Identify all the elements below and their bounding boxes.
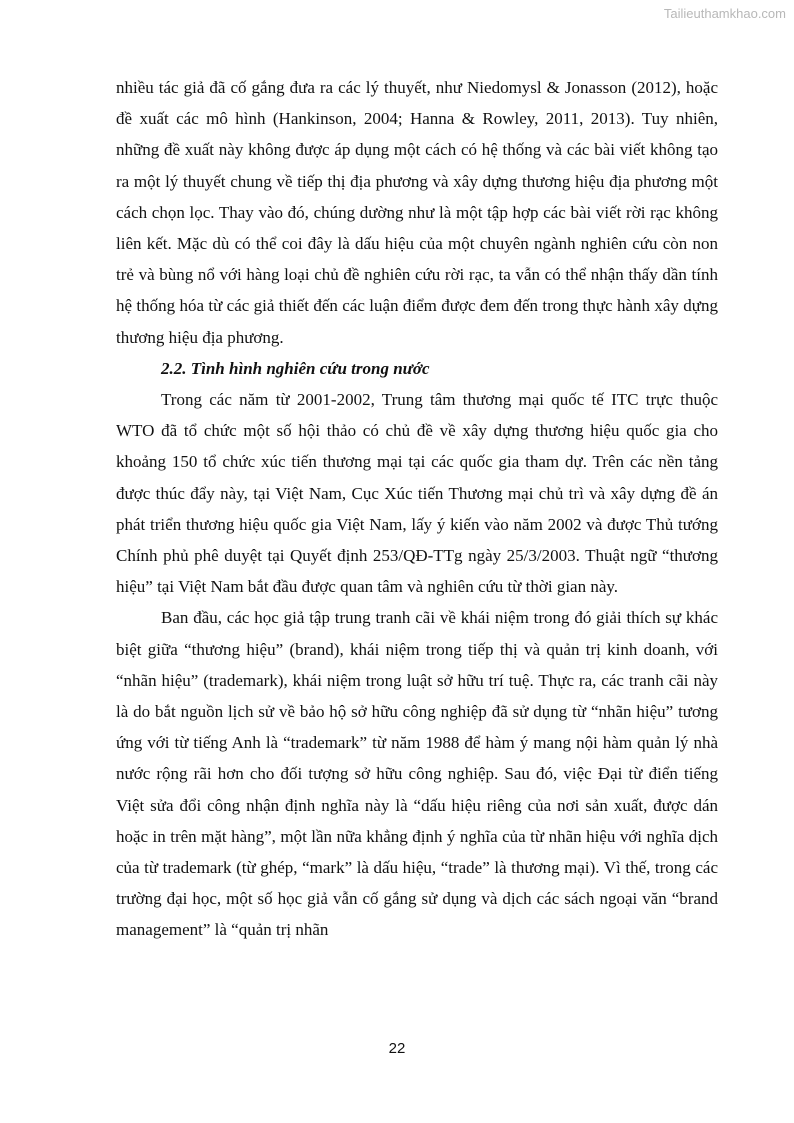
paragraph-domestic-research: Trong các năm từ 2001-2002, Trung tâm thương mại quốc tế ITC trực thuộc WTO đã tổ chức một số hội thảo có chủ đề về xây dựng thương hiệu quốc gia cho khoảng 150 tổ chức xúc tiến thương mại tại các quốc gia tham dự. Trên các nền tảng được thúc đẩy này, tại Việt Nam, Cục Xúc tiến Thương mại chủ trì và xây dựng đề án phát triển thương hiệu quốc gia Việt Nam, lấy ý kiến vào năm 2002 và được Thủ tướng Chính phủ phê duyệt tại Quyết định 253/QĐ-TTg ngày 25/3/2003. Thuật ngữ “thương hiệu” tại Việt Nam bắt đầu được quan tâm và nghiên cứu từ thời gian này. bbox=[116, 390, 718, 597]
paragraph-brand-definition: Ban đầu, các học giả tập trung tranh cãi về khái niệm trong đó giải thích sự khác biệt giữa “thương hiệu” (brand), khái niệm trong tiếp thị và quản trị kinh doanh, với “nhãn hiệu” (trademark), khái niệm trong luật sở hữu trí tuệ. Thực ra, các tranh cãi này là do bắt nguồn lịch sử về bảo hộ sở hữu công nghiệp đã sử dụng từ “nhãn hiệu” tương ứng với từ tiếng Anh là “trademark” từ năm 1988 để hàm ý mang nội hàm quản lý nhà nước rộng rãi hơn cho đối tượng sở hữu công nghiệp. Sau đó, việc Đại từ điển tiếng Việt sửa đổi công nhận định nghĩa này là “dấu hiệu riêng của nơi sản xuất, được dán hoặc in trên mặt hàng”, một lần nữa khẳng định ý nghĩa của từ nhãn hiệu với nghĩa dịch của từ trademark (từ ghép, “mark” là dấu hiệu, “trade” là thương mại). Vì thế, trong các trường đại học, một số học giả vẫn cố gắng sử dụng và dịch các sách ngoại văn “brand management” là “quản trị nhãn bbox=[116, 608, 718, 940]
section-heading: 2.2. Tình hình nghiên cứu trong nước bbox=[161, 358, 430, 378]
page-body bbox=[116, 72, 718, 946]
paragraph-continuation: nhiều tác giả đã cố gắng đưa ra các lý thuyết, như Niedomysl & Jonasson (2012), hoặc đề xuất các mô hình (Hankinson, 2004; Hanna & Rowley, 2011, 2013). Tuy nhiên, những đề xuất này không được áp dụng một cách có hệ thống và các bài viết không tạo ra một lý thuyết chung về tiếp thị địa phương và xây dựng thương hiệu địa phương một cách chọn lọc. Thay vào đó, chúng dường như là một tập hợp các bài viết rời rạc không liên kết. Mặc dù có thể coi đây là dấu hiệu của một chuyên ngành nghiên cứu còn non trẻ và bùng nổ với hàng loại chủ đề nghiên cứu rời rạc, ta vẫn có thể nhận thấy dần tính hệ thống hóa từ các giả thiết đến các luận điểm được đem đến trong thực hành xây dựng thương hiệu địa phương. bbox=[116, 78, 718, 347]
page-number: 22 bbox=[388, 1040, 406, 1057]
watermark: Tailieuthamkhao.com bbox=[663, 6, 786, 21]
